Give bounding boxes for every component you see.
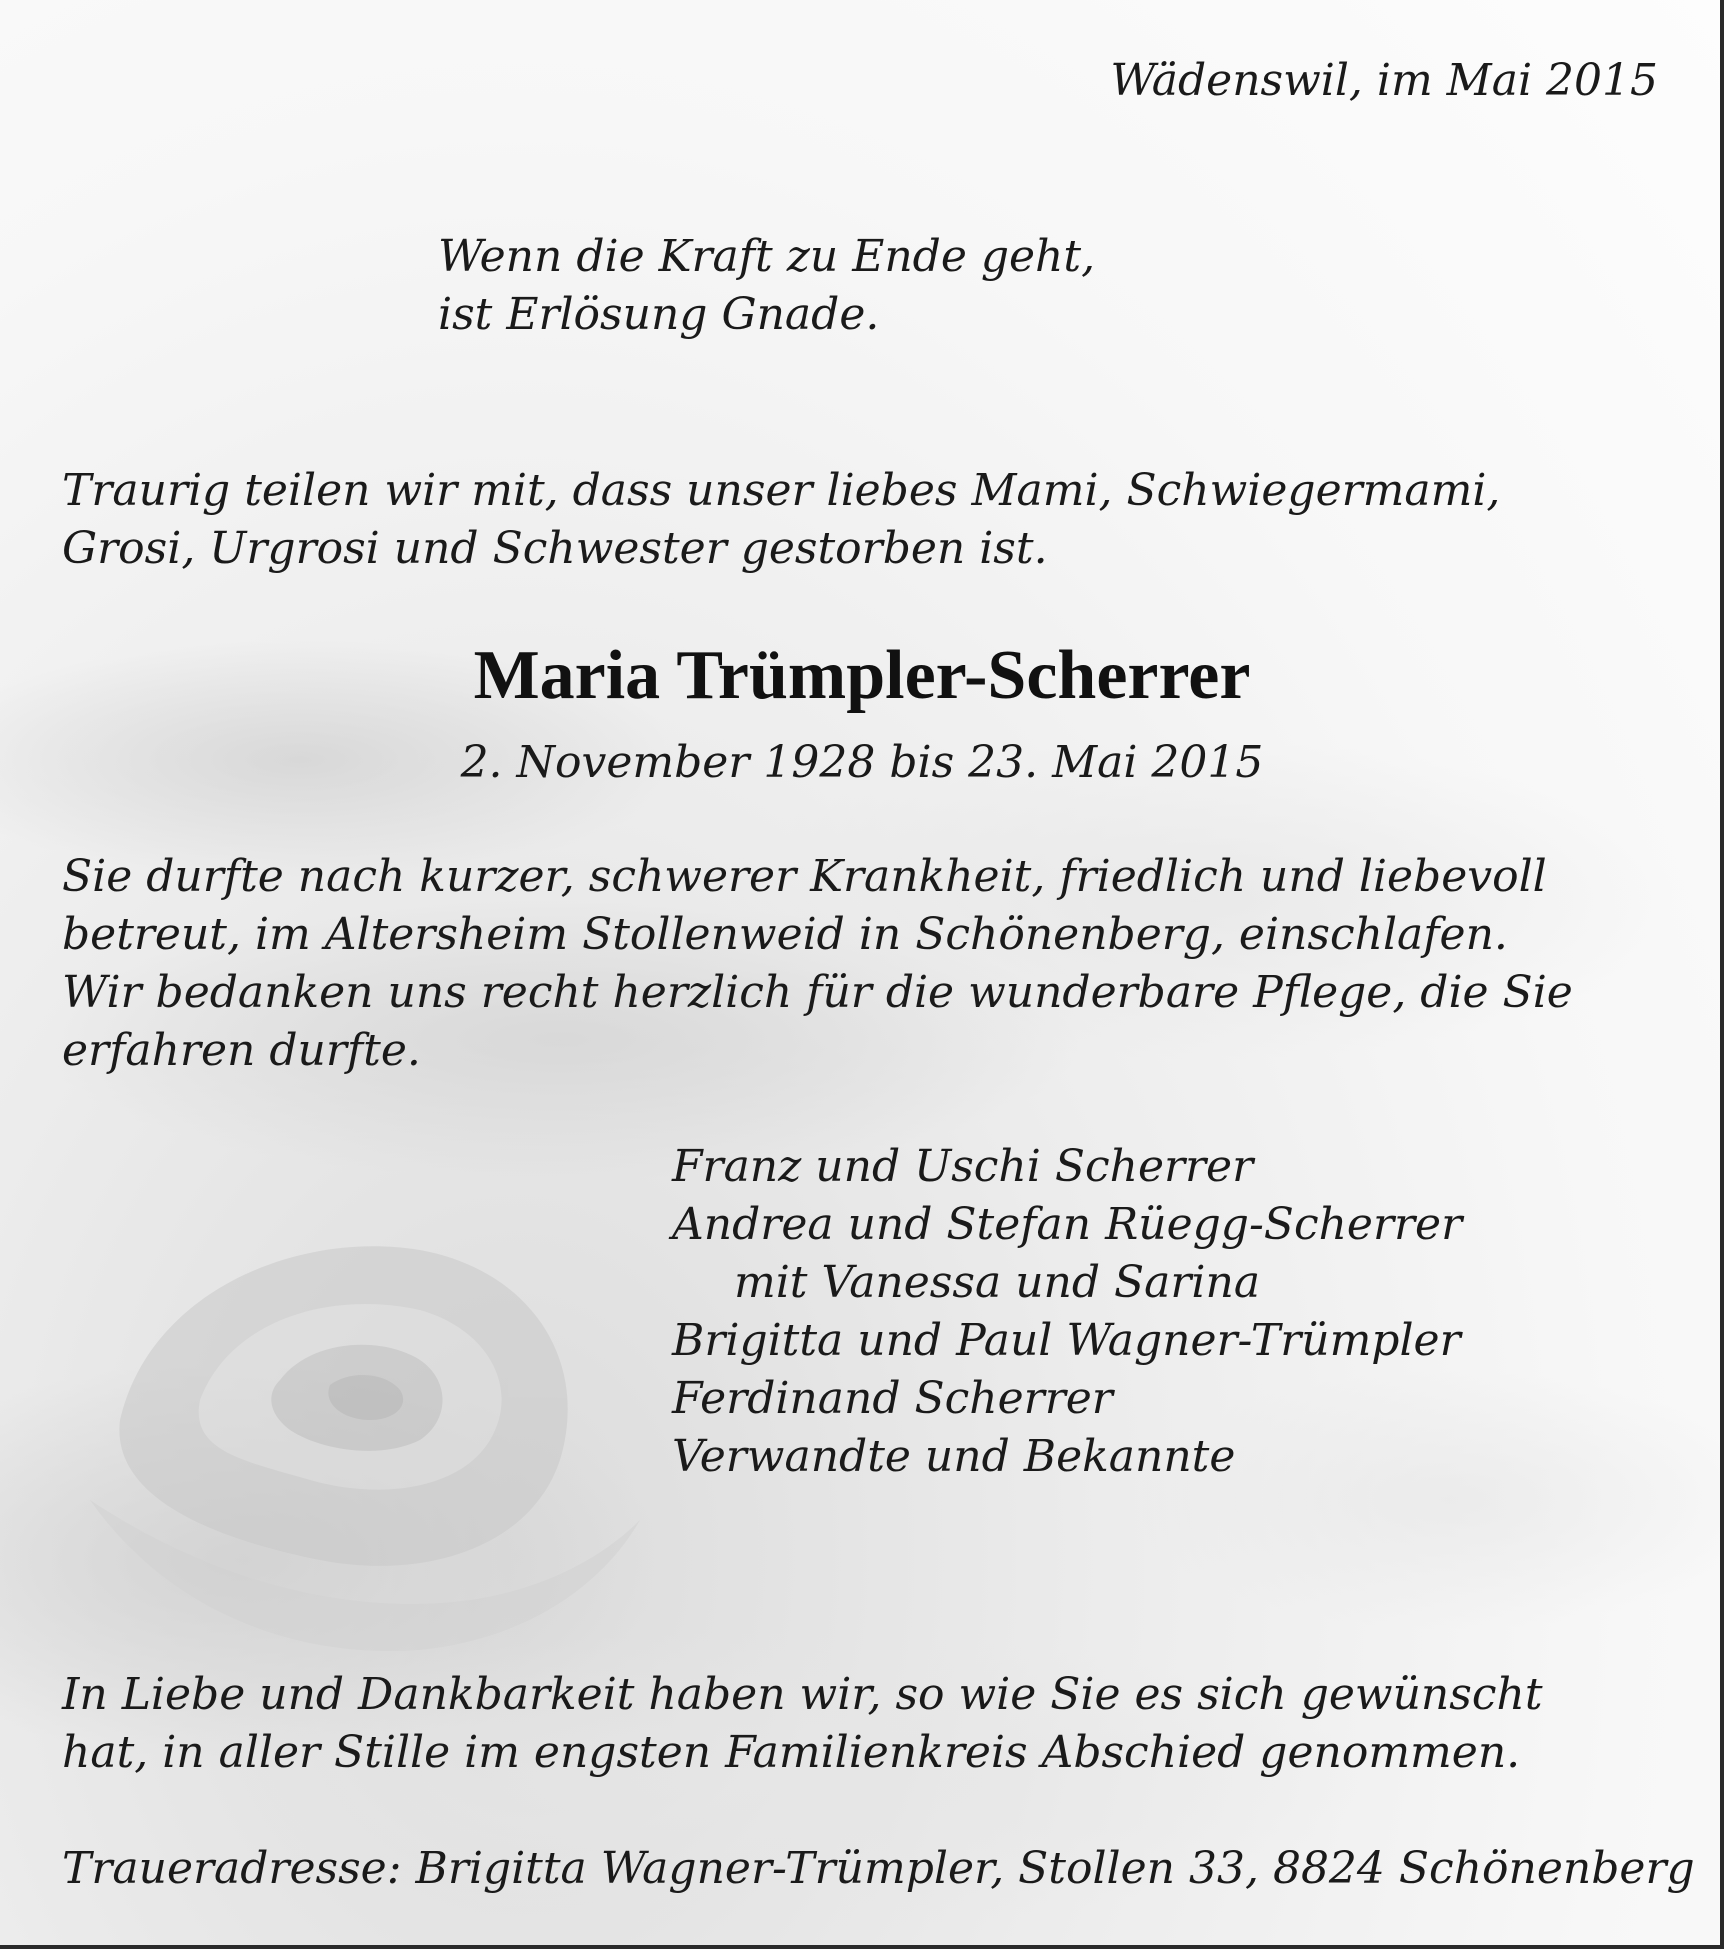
mourner-entry: Andrea und Stefan Rüegg-Scherrer (672, 1199, 1463, 1250)
mourner-entry: Brigitta und Paul Wagner-Trümpler (672, 1315, 1461, 1366)
farewell-line: In Liebe und Dankbarkeit haben wir, so wie Sie es sich gewünscht (62, 1669, 1543, 1720)
body-line: erfahren durfte. (62, 1025, 421, 1076)
place-and-date: Wädenswil, im Mai 2015 (1110, 55, 1658, 106)
mourners-list (672, 1138, 1462, 1486)
mourner-entry: mit Vanessa und Sarina (734, 1257, 1261, 1308)
intro-line: Grosi, Urgrosi und Schwester gestorben ist. (62, 523, 1048, 574)
motto-line: Wenn die Kraft zu Ende geht, (438, 231, 1096, 282)
deceased-name: Maria Trümpler-Scherrer (473, 637, 1251, 714)
mourning-address: Traueradresse: Brigitta Wagner-Trümpler, Stollen 33, 8824 Schönenberg (62, 1843, 1695, 1894)
mourner-entry: Verwandte und Bekannte (672, 1431, 1236, 1482)
body-line: Wir bedanken uns recht herzlich für die wunderbare Pflege, die Sie (62, 967, 1573, 1018)
motto-quote (438, 228, 1095, 344)
farewell-line: hat, in aller Stille im engsten Familienkreis Abschied genommen. (62, 1727, 1521, 1778)
motto-line: ist Erlösung Gnade. (438, 289, 880, 340)
body-paragraph (62, 848, 1573, 1080)
body-line: betreut, im Altersheim Stollenweid in Schönenberg, einschlafen. (62, 909, 1508, 960)
announcement-intro (62, 462, 1500, 578)
mourner-entry: Franz und Uschi Scherrer (672, 1141, 1254, 1192)
farewell-paragraph (62, 1666, 1543, 1782)
mourner-entry: Ferdinand Scherrer (672, 1373, 1113, 1424)
body-line: Sie durfte nach kurzer, schwerer Krankheit, friedlich und liebevoll (62, 851, 1547, 902)
intro-line: Traurig teilen wir mit, dass unser liebes Mami, Schwiegermami, (62, 465, 1501, 516)
life-dates: 2. November 1928 bis 23. Mai 2015 (460, 737, 1264, 788)
